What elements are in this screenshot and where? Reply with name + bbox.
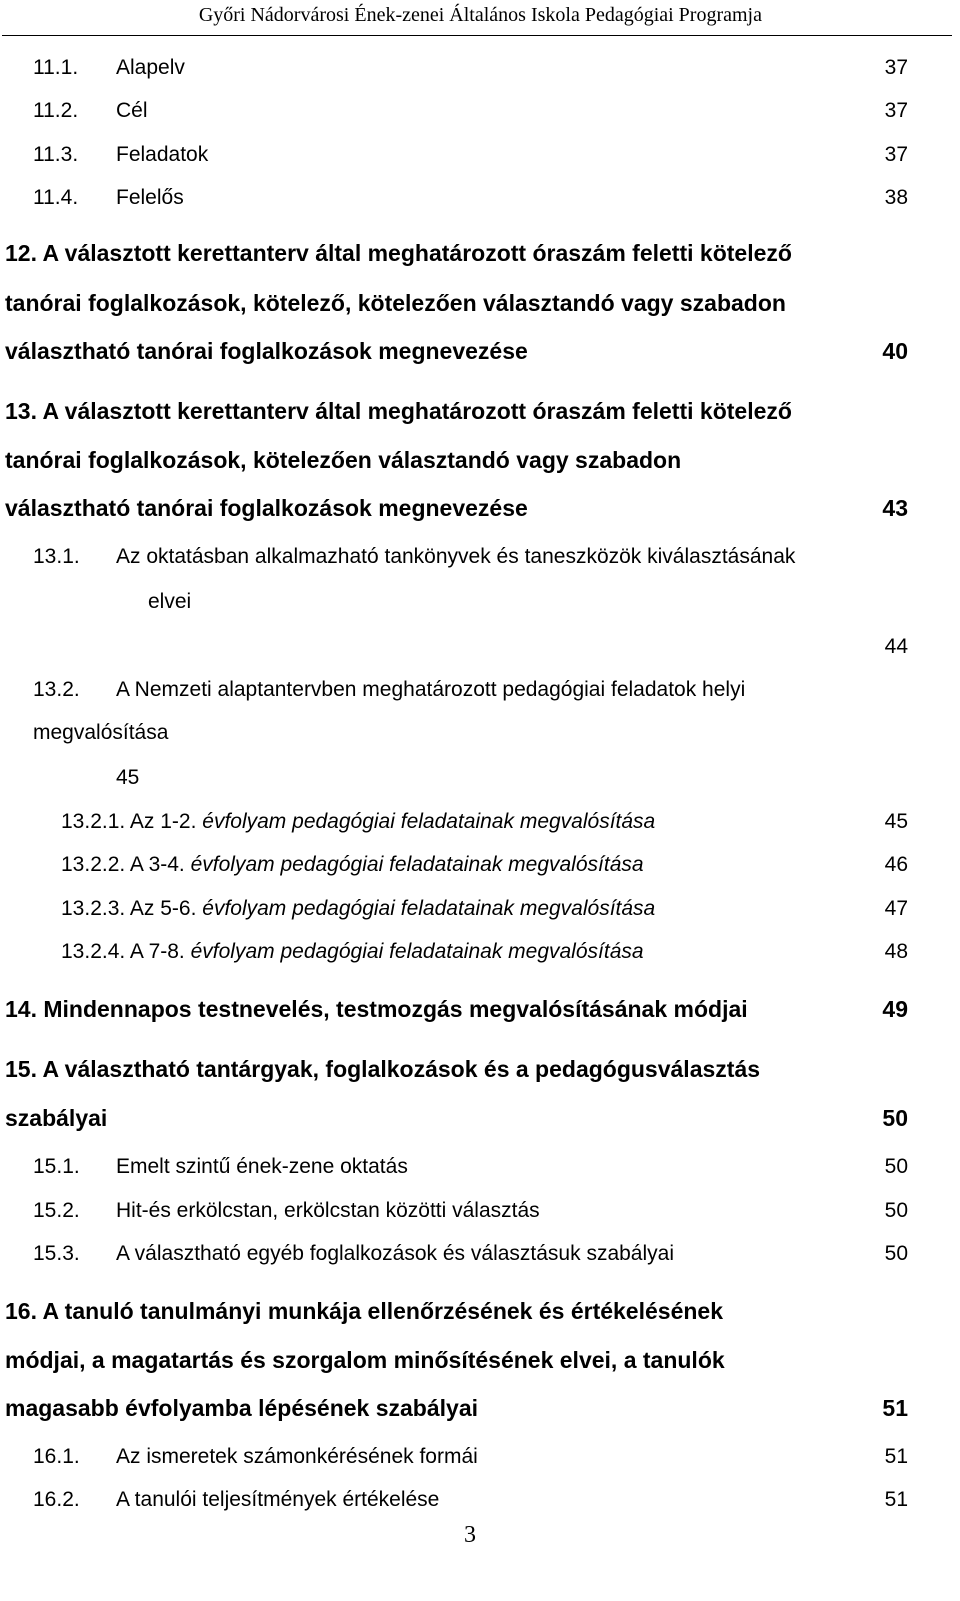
toc-title: Az ismeretek számonkérésének formái — [116, 1445, 478, 1468]
toc-number: 11.1. — [33, 56, 79, 79]
toc-number-prefix: 13.2.1. Az 1-2. — [61, 810, 197, 833]
toc-title-continuation: elvei — [148, 590, 192, 613]
toc-page-number: 46 — [884, 853, 908, 876]
page-number-footer: 3 — [464, 1522, 476, 1548]
toc-number: 15.3. — [33, 1242, 80, 1265]
toc-title-line-1: 12. A választott kerettanterv által meghatározott óraszám feletti kötelező — [5, 240, 792, 266]
toc-title-italic: évfolyam pedagógiai feladatainak megvalósítása — [184, 940, 644, 963]
toc-title: Hit-és erkölcstan, erkölcstan közötti választás — [116, 1199, 540, 1222]
toc-number: 11.2. — [33, 99, 79, 122]
toc-page-number: 51 — [884, 1488, 908, 1511]
toc-page-number: 47 — [884, 897, 908, 920]
toc-page-number: 50 — [884, 1155, 908, 1178]
toc-title: Emelt szintű ének-zene oktatás — [116, 1155, 408, 1178]
toc-title-italic: évfolyam pedagógiai feladatainak megvalósítása — [196, 897, 656, 920]
page-header: Győri Nádorvárosi Ének-zenei Általános Iskola Pedagógiai Programja — [198, 4, 762, 26]
header-rule — [2, 35, 952, 36]
toc-title — [61, 854, 644, 875]
toc-title-line-2: módjai, a magatartás és szorgalom minősítésének elvei, a tanulók — [5, 1347, 725, 1373]
toc-page-number: 45 — [116, 766, 140, 789]
toc-page-number: 38 — [884, 186, 908, 209]
toc-page-number: 50 — [884, 1199, 908, 1222]
toc-page-number: 37 — [884, 143, 908, 166]
toc-title: Az oktatásban alkalmazható tankönyvek és taneszközök kiválasztásának — [116, 545, 796, 568]
toc-title-line-2: tanórai foglalkozások, kötelezően választandó vagy szabadon — [5, 447, 682, 473]
toc-number-prefix: 13.2.4. A 7-8. — [61, 940, 185, 963]
toc-page-number: 43 — [882, 495, 908, 521]
toc-title: A tanulói teljesítmények értékelése — [116, 1488, 440, 1511]
toc-page-number: 50 — [882, 1105, 908, 1131]
toc-number: 16.2. — [33, 1488, 80, 1511]
toc-page-number: 40 — [882, 338, 908, 364]
toc-page-number: 51 — [884, 1445, 908, 1468]
toc-page-number: 50 — [884, 1242, 908, 1265]
toc-page-number: 51 — [882, 1395, 908, 1421]
toc-title: Cél — [116, 99, 148, 122]
toc-page-number: 37 — [884, 99, 908, 122]
toc-page-number: 45 — [884, 810, 908, 833]
toc-title — [61, 941, 644, 962]
toc-title: Alapelv — [116, 56, 185, 79]
toc-number: 15.2. — [33, 1199, 80, 1222]
toc-title — [61, 898, 655, 919]
toc-page-number: 49 — [882, 996, 908, 1022]
toc-title-line-3: magasabb évfolyamba lépésének szabályai — [5, 1395, 479, 1421]
toc-title — [61, 811, 655, 832]
toc-number-prefix: 13.2.3. Az 5-6. — [61, 897, 197, 920]
toc-page-number: 37 — [884, 56, 908, 79]
toc-title-line-2: tanórai foglalkozások, kötelező, kötelezően választandó vagy szabadon — [5, 290, 786, 316]
toc-number: 16.1. — [33, 1445, 80, 1468]
toc-title-italic: évfolyam pedagógiai feladatainak megvalósítása — [184, 853, 644, 876]
toc-number: 13.1. — [33, 545, 80, 568]
toc-number: 13.2. — [33, 678, 80, 701]
toc-title-line-1: 16. A tanuló tanulmányi munkája ellenőrzésének és értékelésének — [5, 1298, 723, 1324]
toc-page-number: 48 — [884, 940, 908, 963]
toc-title: Felelős — [116, 186, 184, 209]
toc-number: 11.3. — [33, 143, 79, 166]
toc-title-continuation: megvalósítása — [33, 721, 169, 744]
toc-title-line-3: választható tanórai foglalkozások megnevezése — [5, 495, 528, 521]
toc-title: A választható egyéb foglalkozások és választásuk szabályai — [116, 1242, 674, 1265]
toc-page-number: 44 — [884, 635, 908, 658]
toc-number: 15.1. — [33, 1155, 80, 1178]
toc-title-line-2: szabályai — [5, 1105, 108, 1131]
toc-title-italic: évfolyam pedagógiai feladatainak megvalósítása — [196, 810, 656, 833]
toc-number: 11.4. — [33, 186, 79, 209]
toc-number-prefix: 13.2.2. A 3-4. — [61, 853, 185, 876]
toc-title: Feladatok — [116, 143, 209, 166]
toc-title-line-1: 15. A választható tantárgyak, foglalkozások és a pedagógusválasztás — [5, 1056, 761, 1082]
toc-title-line-3: választható tanórai foglalkozások megnevezése — [5, 338, 528, 364]
toc-title: 14. Mindennapos testnevelés, testmozgás megvalósításának módjai — [5, 996, 748, 1022]
toc-title-line-1: 13. A választott kerettanterv által meghatározott óraszám feletti kötelező — [5, 398, 792, 424]
toc-title: A Nemzeti alaptantervben meghatározott pedagógiai feladatok helyi — [116, 678, 746, 701]
